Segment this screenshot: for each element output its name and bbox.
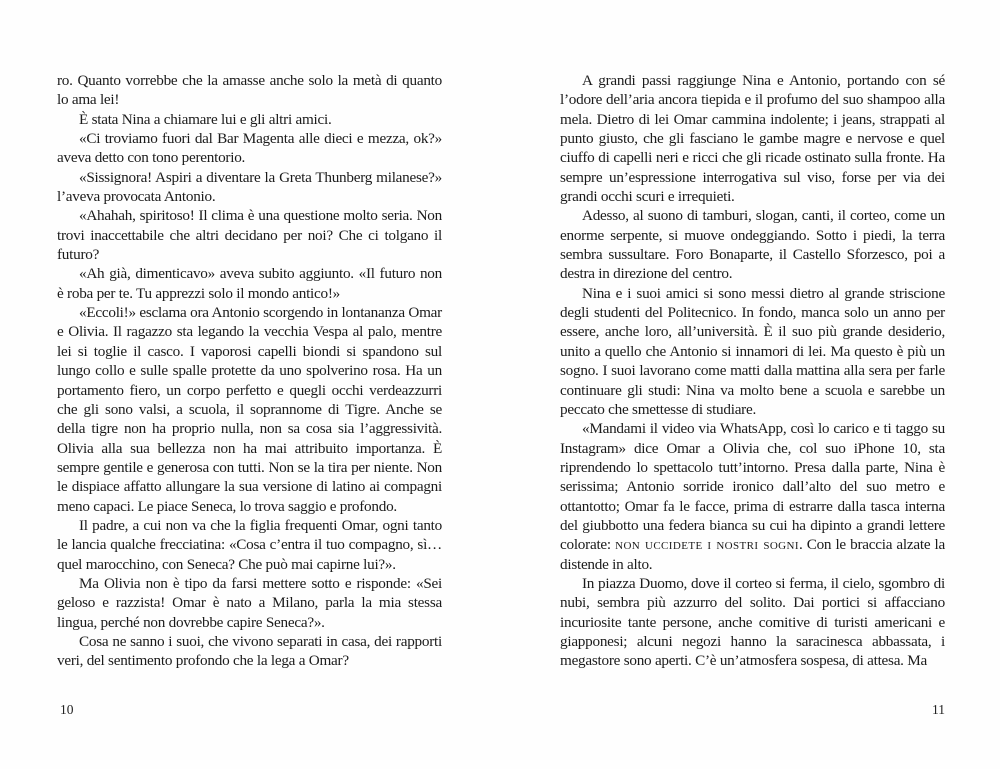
paragraph: «Ah già, dimenticavo» aveva subito aggiunto. «Il futuro non è roba per te. Tu apprezzi solo il mondo antico!» [57, 265, 442, 302]
paragraph: Il padre, a cui non va che la figlia frequenti Omar, ogni tanto le lancia qualche frecciatina: «Cosa c’entra il tuo compagno, sì… quel marocchino, con Seneca? Che può mai capirne lui?». [57, 516, 442, 573]
left-page [57, 0, 442, 769]
paragraph: A grandi passi raggiunge Nina e Antonio, portando con sé l’odore dell’aria ancora tiepida e il profumo del suo shampoo alla mela. Dietro di lei Omar cammina indolente; i jeans, strappati al punto giusto, che gli fasciano le gambe magre e nervose e quel ciuffo di capelli neri e ricci che gli ricade ostinato sulla fronte. Ha sempre un’espressione interrogativa sul viso, forse per via dei grandi occhi scuri e irrequieti. [560, 72, 945, 206]
paragraph: Adesso, al suono di tamburi, slogan, canti, il corteo, come un enorme serpente, si muove ondeggiando. Sotto i piedi, la terra sembra sussultare. Foro Bonaparte, il Castello Sforzesco, poi a destra in direzione del centro. [560, 207, 945, 283]
paragraph: «Ci troviamo fuori dal Bar Magenta alle dieci e mezza, ok?» aveva detto con tono perentorio. [57, 130, 442, 167]
paragraph: Ma Olivia non è tipo da farsi mettere sotto e risponde: «Sei geloso e razzista! Omar è nato a Milano, parla la mia stessa lingua, perché non dovrebbe capire Seneca?». [57, 574, 442, 631]
paragraph: ro. Quanto vorrebbe che la amasse anche solo la metà di quanto lo ama lei! [57, 72, 442, 109]
smallcaps-text: non uccidete i nostri sogni [615, 536, 799, 554]
paragraph: In piazza Duomo, dove il corteo si ferma, il cielo, sgombro di nubi, sembra più azzurro del solito. Dai portici si affacciano incuriosite tante persone, anche comitive di turisti americani e giapponesi; alcuni negozi hanno la saracinesca abbassata, i megastore sono aperti. C’è un’atmosfera sospesa, di attesa. Ma [560, 574, 945, 670]
paragraph: «Sissignora! Aspiri a diventare la Greta Thunberg milanese?» l’aveva provocata Antonio. [57, 168, 442, 206]
paragraph: «Mandami il video via WhatsApp, così lo carico e ti taggo su Instagram» dice Omar a Olivia che, col suo iPhone 10, sta riprendendo lo spettacolo tutt’intorno. Presa dalla parte, Nina è serissima; Antonio sorride ironico dall’alto del suo metro e ottantotto; Omar fa le facce, prima di estrarre dalla tasca interna del giubbotto una federa bianca su cui ha dipinto a grandi lettere colorate: non uccidete i nostri sogni. Con le braccia alzate la distende in alto. [560, 420, 945, 573]
page-number-left: 10 [60, 702, 74, 717]
page-number-right: 11 [932, 702, 945, 717]
left-page-text-column [57, 71, 442, 671]
right-page-text-column [560, 71, 945, 671]
paragraph: «Ahahah, spiritoso! Il clima è una questione molto seria. Non trovi inaccettabile che altri decidano per noi? Che ci tolgano il futuro? [57, 207, 442, 264]
paragraph: «Eccoli!» esclama ora Antonio scorgendo in lontananza Omar e Olivia. Il ragazzo sta legando la vecchia Vespa al palo, mentre lei si toglie il casco. I vaporosi capelli biondi si spandono sul lungo collo e sulle spalle protette da uno spolverino rosa. Ha un portamento fiero, un corpo perfetto e quegli occhi verdeazzurri che gli sono valsi, a scuola, il soprannome di Tigre. Anche se della tigre non ha proprio nulla, non sa cosa sia l’aggressività. Olivia alla sua bellezza non ha mai attribuito importanza. È sempre gentile e generosa con tutti. Non se la tira per niente. Non le dispiace affatto allungare la sua versione di latino ai compagni meno capaci. Le piace Seneca, lo trova saggio e profondo. [57, 304, 442, 515]
paragraph: È stata Nina a chiamare lui e gli altri amici. [79, 110, 332, 128]
right-page [560, 0, 945, 769]
paragraph: Nina e i suoi amici si sono messi dietro al grande striscione degli studenti del Politecnico. In fondo, manca solo un anno per essere, anche loro, all’università. È il suo più grande desiderio, unito a quello che Antonio si innamori di lei. Ma questo è più un sogno. I suoi lavorano come matti dalla mattina alla sera per farle continuare gli studi: Nina va molto bene a scuola e sarebbe un peccato che smettesse di studiare. [560, 284, 945, 418]
paragraph: Cosa ne sanno i suoi, che vivono separati in casa, dei rapporti veri, del sentimento profondo che la lega a Omar? [57, 632, 442, 670]
